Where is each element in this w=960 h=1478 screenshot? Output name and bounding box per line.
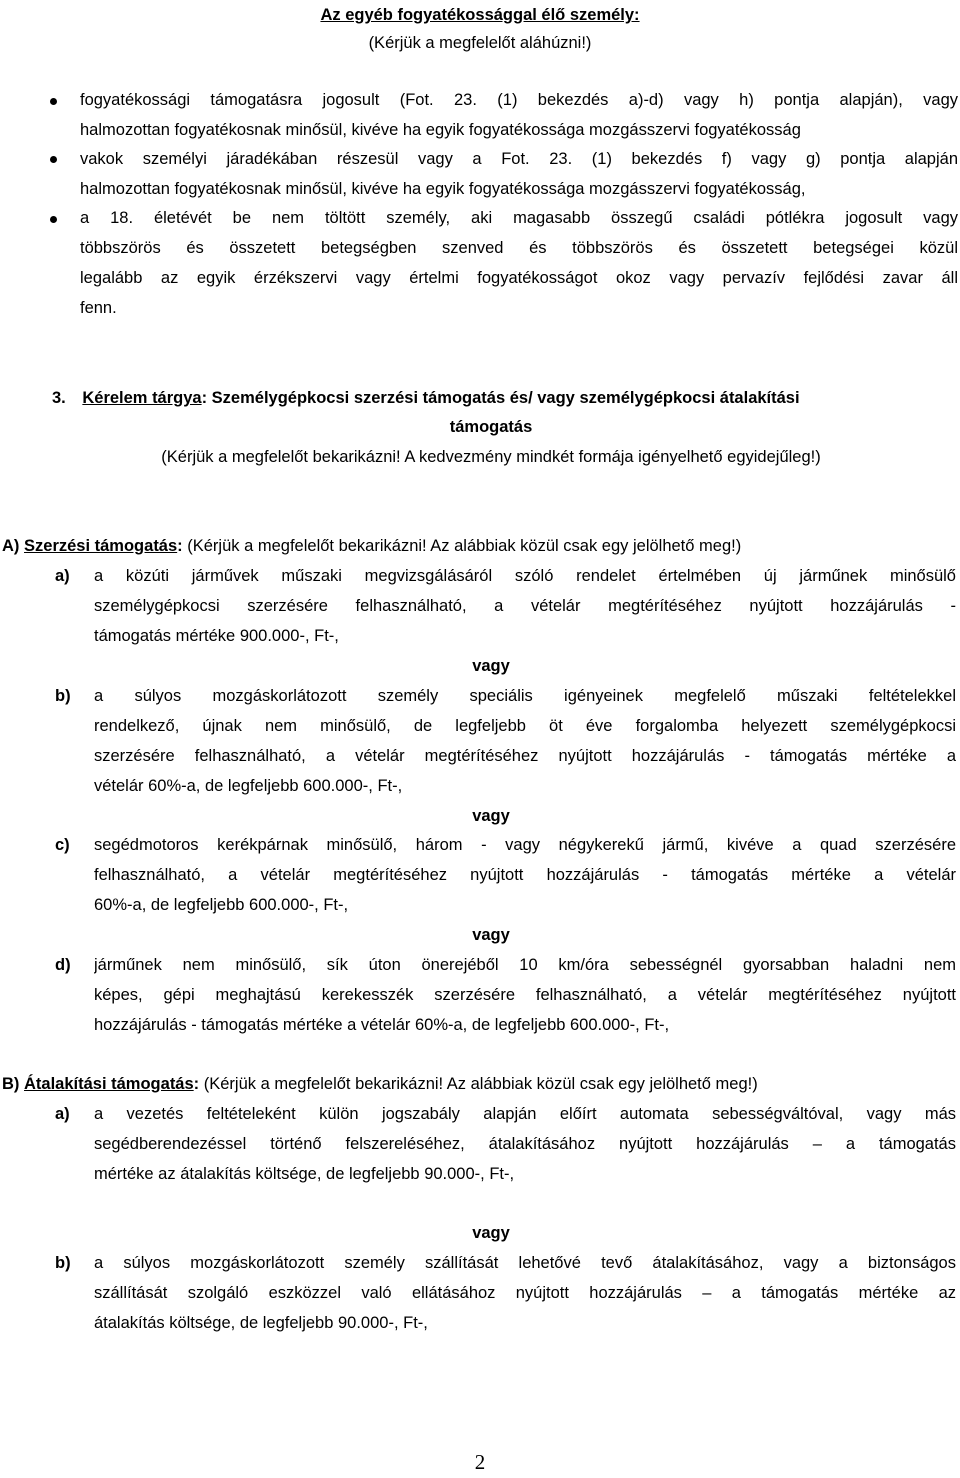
list-item-line: legalább az egyik érzékszervi vagy értelmi fogyatékosságot okoz vagy pervazív fejlődési zavar áll bbox=[80, 269, 958, 287]
item-line: segédmotoros kerékpárnak minősülő, három - vagy négykerekű jármű, kivéve a quad szerzésére bbox=[94, 836, 956, 854]
section-label: Átalakítási támogatás bbox=[24, 1075, 194, 1093]
section-number: 3. bbox=[52, 389, 66, 407]
section-note: (Kérjük a megfelelőt bekarikázni! Az alábbiak közül csak egy jelölhető meg!) bbox=[199, 1075, 758, 1093]
item-line: járműnek nem minősülő, sík úton önerejéből 10 km/óra sebességnél gyorsabban haladni nem bbox=[94, 956, 956, 974]
item-marker: a) bbox=[55, 1105, 70, 1123]
item-line: segédberendezéssel történő felszereléséhez, átalakításához nyújtott hozzájárulás – a támogatás bbox=[94, 1135, 956, 1153]
page-number: 2 bbox=[474, 1450, 486, 1474]
list-item-line: halmozottan fogyatékosnak minősül, kivéve ha egyik fogyatékossága mozgásszervi fogyatékosság, bbox=[80, 180, 806, 198]
item-line: vételár 60%-a, de legfeljebb 600.000-, Ft-, bbox=[94, 777, 403, 795]
or-separator: vagy bbox=[472, 926, 510, 944]
list-item-line: fenn. bbox=[80, 299, 117, 317]
section-3-title-cont: támogatás bbox=[449, 418, 533, 436]
list-item-line: többszörös és összetett betegségben szenved és többszörös és összetett betegségei közül bbox=[80, 239, 958, 257]
section-colon: : bbox=[193, 1075, 200, 1093]
bullet-icon bbox=[50, 216, 57, 223]
section-a-heading bbox=[2, 531, 960, 561]
bullet-icon bbox=[50, 98, 57, 105]
list-item-line: a 18. életévét be nem töltött személy, aki magasabb összegű családi pótlékra jogosult vagy bbox=[80, 209, 958, 227]
item-marker: b) bbox=[55, 1254, 71, 1272]
item-marker: b) bbox=[55, 687, 71, 705]
bullet-icon bbox=[50, 156, 57, 163]
item-line: átalakítás költsége, de legfeljebb 90.000-, Ft-, bbox=[94, 1314, 428, 1332]
section-colon: : bbox=[177, 537, 183, 555]
item-line: rendelkező, újnak nem minősülő, de legfeljebb öt éve forgalomba helyezett személygépkocsi bbox=[94, 717, 956, 735]
section-title: Az egyéb fogyatékossággal élő személy: bbox=[320, 6, 640, 24]
list-item-line: vakok személyi járadékában részesül vagy a Fot. 23. (1) bekezdés f) vagy g) pontja alapján bbox=[80, 150, 958, 168]
item-line: mértéke az átalakítás költsége, de legfeljebb 90.000-, Ft-, bbox=[94, 1165, 515, 1183]
section-subtitle: (Kérjük a megfelelőt aláhúzni!) bbox=[368, 34, 592, 52]
section-label: Kérelem tárgya bbox=[82, 389, 202, 407]
item-line: képes, gépi meghajtású kerekesszék szerzésére felhasználható, a vételár megtérítéséhez nyújtott bbox=[94, 986, 956, 1004]
section-3-note: (Kérjük a megfelelőt bekarikázni! A kedvezmény mindkét formája igényelhető egyidejűleg!) bbox=[161, 448, 821, 466]
item-marker: c) bbox=[55, 836, 70, 854]
item-line: személygépkocsi szerzésére felhasználható, a vételár megtérítéséhez nyújtott hozzájárulás - bbox=[94, 597, 956, 615]
or-separator: vagy bbox=[472, 657, 510, 675]
section-3-heading bbox=[52, 383, 960, 413]
item-line: felhasználható, a vételár megtérítéséhez nyújtott hozzájárulás - támogatás mértéke a vételár bbox=[94, 866, 956, 884]
list-item-line: halmozottan fogyatékosnak minősül, kivéve ha egyik fogyatékossága mozgásszervi fogyatékosság bbox=[80, 121, 801, 139]
section-title-rest: : Személygépkocsi szerzési támogatás és/ vagy személygépkocsi átalakítási bbox=[201, 389, 800, 407]
section-label: Szerzési támogatás bbox=[24, 537, 178, 555]
item-line: hozzájárulás - támogatás mértéke a vételár 60%-a, de legfeljebb 600.000-, Ft-, bbox=[94, 1016, 670, 1034]
section-letter: A) bbox=[2, 537, 20, 555]
item-line: szerzésére felhasználható, a vételár megtérítéséhez nyújtott hozzájárulás - támogatás mértéke a bbox=[94, 747, 956, 765]
section-note: (Kérjük a megfelelőt bekarikázni! Az alábbiak közül csak egy jelölhető meg!) bbox=[182, 537, 742, 555]
section-b-heading bbox=[2, 1069, 960, 1099]
item-line: a közúti járművek műszaki megvizsgálásáról szóló rendelet értelmében új járműnek minősülő bbox=[94, 567, 956, 585]
or-separator: vagy bbox=[472, 1224, 510, 1242]
item-line: a súlyos mozgáskorlátozott személy speciális igényeinek megfelelő műszaki feltételekkel bbox=[94, 687, 956, 705]
item-line: a súlyos mozgáskorlátozott személy szállítását lehetővé tevő átalakításához, vagy a biztonságos bbox=[94, 1254, 956, 1272]
or-separator: vagy bbox=[472, 807, 510, 825]
item-line: a vezetés feltételeként külön jogszabály alapján előírt automata sebességváltóval, vagy más bbox=[94, 1105, 956, 1123]
item-line: 60%-a, de legfeljebb 600.000-, Ft-, bbox=[94, 896, 349, 914]
list-item-line: fogyatékossági támogatásra jogosult (Fot. 23. (1) bekezdés a)-d) vagy h) pontja alapján), vagy bbox=[80, 91, 958, 109]
item-line: szállítását szolgáló eszközzel való ellátásához nyújtott hozzájárulás – a támogatás mértéke az bbox=[94, 1284, 956, 1302]
section-letter: B) bbox=[2, 1075, 20, 1093]
item-marker: d) bbox=[55, 956, 71, 974]
item-line: támogatás mértéke 900.000-, Ft-, bbox=[94, 627, 339, 645]
item-marker: a) bbox=[55, 567, 70, 585]
